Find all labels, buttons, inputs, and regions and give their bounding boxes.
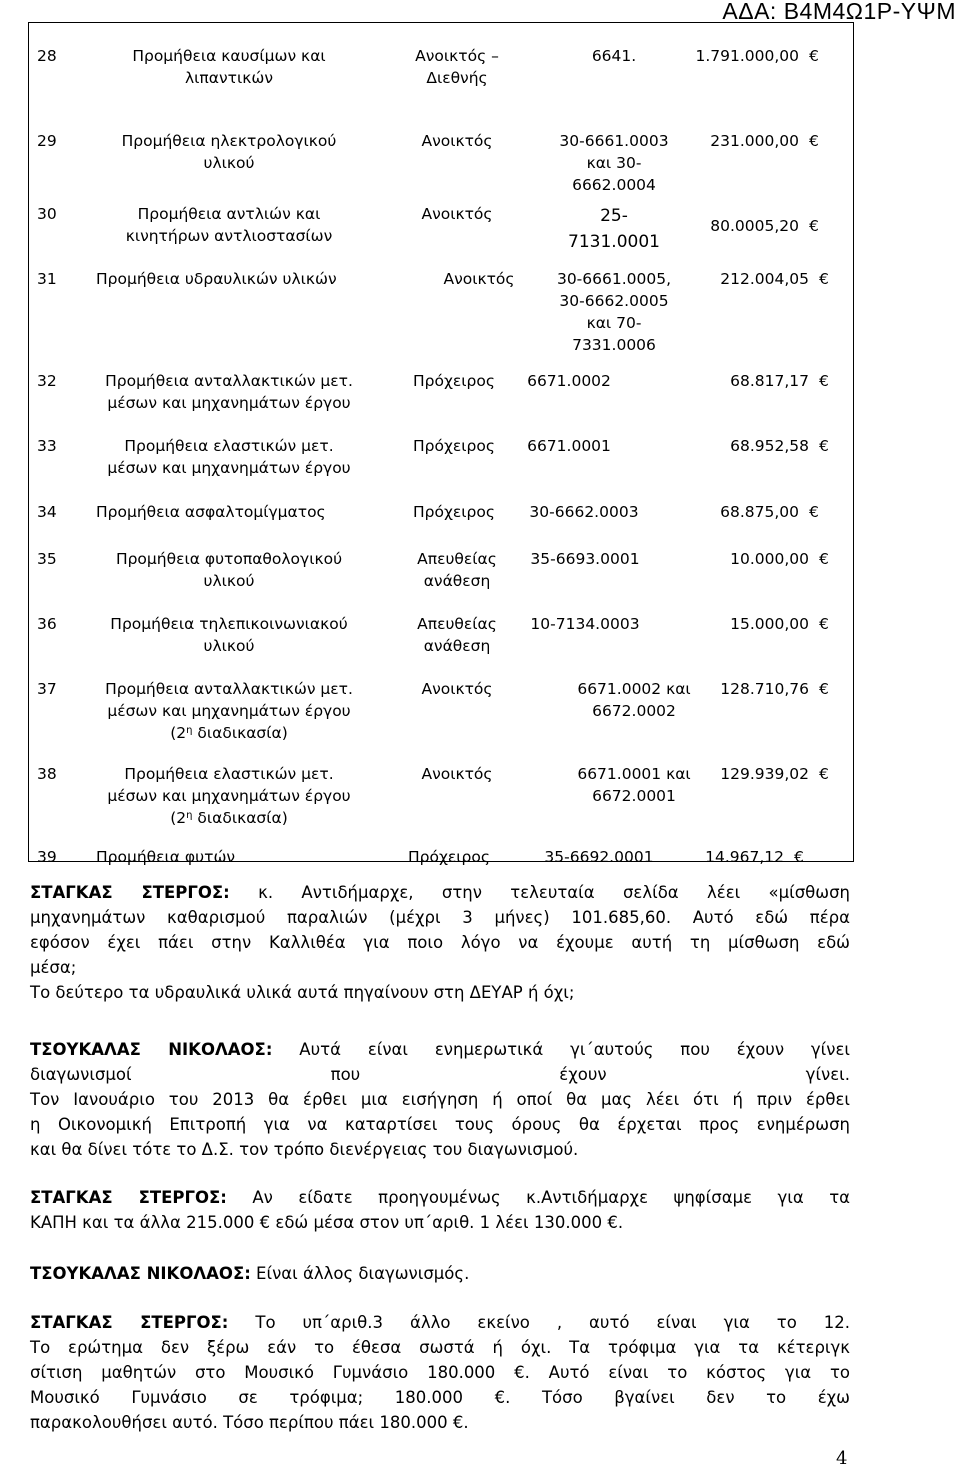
euro-sign: € [819,437,829,455]
budget-code: 7131.0001 [568,232,660,252]
row-number: 30 [37,205,57,223]
item-procedure-note: ($2^\eta$ διαδικασία) [170,809,288,827]
dialogue-paragraph [30,1185,850,1235]
budget-code: 10-7134.0003 [530,615,640,633]
budget-code: 6672.0002 [592,702,676,720]
procedure-type: Απευθείας [417,615,497,633]
procedure-type: Πρόχειρος [413,503,495,521]
dialogue-line: η Οικονομική Επιτροπή για να καταρτίσει τους όρους θα έρχεται προς ενημέρωση [30,1115,850,1134]
dialogue-line: ΤΣΟΥΚΑΛΑΣ ΝΙΚΟΛΑΟΣ: Είναι άλλος διαγωνισμός. [30,1264,470,1283]
dialogue-paragraph [30,1037,850,1162]
row-number: 39 [37,848,57,866]
item-name: Προμήθεια αντλιών και [137,205,321,223]
euro-sign: € [819,680,829,698]
procedure-type: Ανοικτός [421,132,493,150]
amount: 128.710,76 [720,680,809,698]
amount: 231.000,00 [710,132,799,150]
budget-code: 6671.0001 και [577,765,691,783]
euro-sign: € [809,217,819,235]
amount: 212.004,05 [720,270,809,288]
amount: 68.875,00 [720,503,799,521]
row-number: 36 [37,615,57,633]
budget-code: 6671.0002 [527,372,611,390]
amount: 14.967,12 [705,848,784,866]
euro-sign: € [809,132,819,150]
procedure-type: Διεθνής [426,69,488,87]
dialogue-line: μέσα; [30,958,77,977]
item-name: Προμήθεια ελαστικών μετ. [124,765,334,783]
speaker-name: ΣΤΑΓΚΑΣ ΣΤΕΡΓΟΣ: [30,1188,227,1207]
amount: 68.817,17 [730,372,809,390]
item-name: Προμήθεια ανταλλακτικών μετ. [105,680,353,698]
budget-code: 35-6693.0001 [530,550,640,568]
dialogue-line: Το ερώτημα δεν ξέρω εάν το έθεσα σωστά ή όχι. Τα τρόφιμα για τα κέτεριγκ [30,1338,850,1357]
euro-sign: € [819,615,829,633]
dialogue-line: Μουσικό Γυμνάσιο σε τρόφιμα; 180.000 €. Τόσο βγαίνει δεν το έχω [30,1388,850,1407]
dialogue-line: διαγωνισμοί που έχουν γίνει. [30,1065,850,1084]
item-name: κινητήρων αντλιοστασίων [125,227,333,245]
page-number: 4 [836,1448,848,1469]
budget-code: 30-6662.0005 [559,292,669,310]
amount: 80.0005,20 [710,217,799,235]
item-name: Προμήθεια φυτών [96,848,236,866]
item-name: μέσων και μηχανημάτων έργου [107,787,351,805]
row-number: 31 [37,270,57,288]
item-name: Προμήθεια ασφαλτομίγματος [96,503,326,521]
euro-sign: € [809,503,819,521]
row-number: 33 [37,437,57,455]
item-name: Προμήθεια ελαστικών μετ. [124,437,334,455]
speaker-name: ΤΣΟΥΚΑΛΑΣ ΝΙΚΟΛΑΟΣ: [30,1040,273,1059]
amount: 1.791.000,00 [695,47,799,65]
dialogue-line: ΤΣΟΥΚΑΛΑΣ ΝΙΚΟΛΑΟΣ: Αυτά είναι ενημερωτικά γι΄αυτούς που έχουν γίνει [30,1040,850,1059]
dialogue-line: Το δεύτερο τα υδραυλικά υλικά αυτά πηγαίνουν στη ΔΕΥΑΡ ή όχι; [30,983,575,1002]
row-number: 28 [37,47,57,65]
procedure-type: Ανοικτός [421,205,493,223]
budget-code: 35-6692.0001 [544,848,654,866]
item-name: Προμήθεια ανταλλακτικών μετ. [105,372,353,390]
procedure-type: Ανοικτός [421,680,493,698]
item-name: μέσων και μηχανημάτων έργου [107,702,351,720]
budget-code: 6662.0004 [572,176,656,194]
budget-code: 25- [600,206,628,226]
dialogue-paragraph [30,880,850,1005]
procedure-type: ανάθεση [423,637,491,655]
procurement-table [28,22,854,866]
item-name: υλικού [203,154,255,172]
procedure-type: Πρόχειρος [413,437,495,455]
procedure-type: Απευθείας [417,550,497,568]
amount: 10.000,00 [730,550,809,568]
speaker-name: ΤΣΟΥΚΑΛΑΣ ΝΙΚΟΛΑΟΣ: [30,1264,251,1283]
dialogue-line: ΚΑΠΗ και τα άλλα 215.000 € εδώ μέσα στον υπ΄αριθ. 1 λέει 130.000 €. [30,1213,624,1232]
row-number: 34 [37,503,57,521]
item-name: μέσων και μηχανημάτων έργου [107,394,351,412]
euro-sign: € [819,550,829,568]
row-number: 38 [37,765,57,783]
budget-code: και 70- [586,314,642,332]
item-name: Προμήθεια φυτοπαθολογικού [115,550,343,568]
euro-sign: € [794,848,804,866]
amount: 68.952,58 [730,437,809,455]
procedure-type: Πρόχειρος [408,848,490,866]
budget-code: και 30- [586,154,642,172]
procedure-type: ανάθεση [423,572,491,590]
item-name: Προμήθεια καυσίμων και [132,47,326,65]
item-name: υλικού [203,572,255,590]
budget-code: 7331.0006 [572,336,656,354]
speaker-name: ΣΤΑΓΚΑΣ ΣΤΕΡΓΟΣ: [30,1313,229,1332]
budget-code: 6671.0002 και [577,680,691,698]
budget-code: 6671.0001 [527,437,611,455]
item-name: λιπαντικών [185,69,273,87]
procedure-type: Ανοικτός [421,765,493,783]
item-name: Προμήθεια τηλεπικοινωνιακού [110,615,348,633]
row-number: 29 [37,132,57,150]
row-number: 35 [37,550,57,568]
euro-sign: € [819,270,829,288]
dialogue-line: και θα δίνει τότε το Δ.Σ. τον τρόπο διενέργειας του διαγωνισμού. [30,1140,579,1159]
dialogue-line: ΣΤΑΓΚΑΣ ΣΤΕΡΓΟΣ: κ. Αντιδήμαρχε, στην τελευταία σελίδα λέει «μίσθωση [30,883,850,902]
dialogue-line: ΣΤΑΓΚΑΣ ΣΤΕΡΓΟΣ: Το υπ΄αριθ.3 άλλο εκείνο , αυτό είναι για το 12. [30,1313,851,1332]
euro-sign: € [809,47,819,65]
budget-code: 30-6661.0005, [556,270,672,288]
dialogue-line: παρακολουθήσει αυτό. Τόσο περίπου πάει 180.000 €. [30,1413,469,1432]
dialogue-line: ΣΤΑΓΚΑΣ ΣΤΕΡΓΟΣ: Αν είδατε προηγουμένως κ.Αντιδήμαρχε ψηφίσαμε για τα [30,1188,851,1207]
dialogue-paragraph [30,1261,850,1286]
item-name: υλικού [203,637,255,655]
euro-sign: € [819,765,829,783]
amount: 15.000,00 [730,615,809,633]
dialogue-line: εφόσον έχει πάει στην Καλλιθέα για ποιο λόγο να έχουμε αυτή τη μίσθωση εδώ [30,933,850,952]
item-name: μέσων και μηχανημάτων έργου [107,459,351,477]
amount: 129.939,02 [720,765,809,783]
dialogue-paragraph [30,1310,850,1435]
budget-code: 6672.0001 [592,787,676,805]
item-procedure-note: ($2^\eta$ διαδικασία) [170,724,288,742]
budget-code: 30-6662.0003 [529,503,639,521]
budget-code: 6641. [591,47,637,65]
dialogue-line: μηχανημάτων καθαρισμού παραλιών (μέχρι 3 μήνες) 101.685,60. Αυτό εδώ πέρα [30,908,850,927]
procedure-type: Ανοικτός [443,270,515,288]
budget-code: 30-6661.0003 [559,132,669,150]
ada-header: ΑΔΑ: Β4Μ4Ω1Ρ-ΥΨΜ [722,0,956,24]
dialogue-line: Τον Ιανουάριο του 2013 θα έρθει μια εισήγηση ή οποί θα μας λέει ότι ή πριν έρθει [30,1090,850,1109]
item-name: Προμήθεια υδραυλικών υλικών [96,270,337,288]
item-name: Προμήθεια ηλεκτρολογικού [121,132,337,150]
procedure-type: Πρόχειρος [413,372,495,390]
row-number: 37 [37,680,57,698]
euro-sign: € [819,372,829,390]
row-number: 32 [37,372,57,390]
speaker-name: ΣΤΑΓΚΑΣ ΣΤΕΡΓΟΣ: [30,883,230,902]
procedure-type: Ανοικτός – [415,47,499,65]
dialogue-line: σίτιση μαθητών στο Μουσικό Γυμνάσιο 180.000 €. Αυτό είναι το κόστος για το [30,1363,850,1382]
